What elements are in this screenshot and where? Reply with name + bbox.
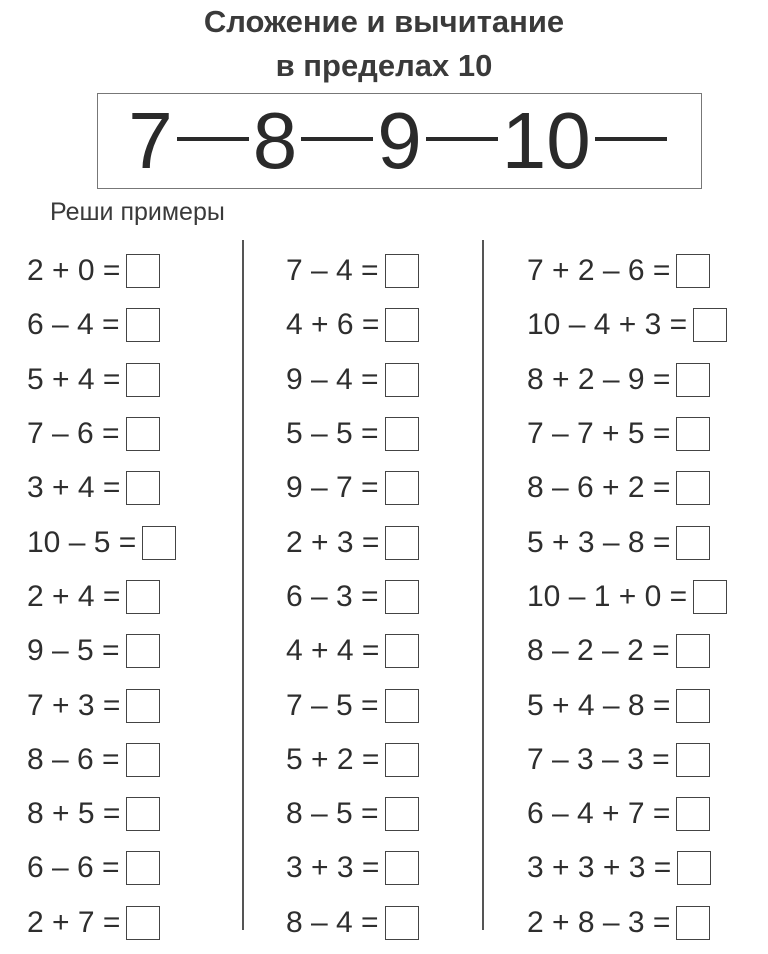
exercise-row <box>27 624 176 678</box>
exercise-expression: 7 – 4 = <box>286 254 379 288</box>
answer-box[interactable] <box>693 580 727 614</box>
exercise-row <box>27 407 176 461</box>
exercise-row <box>27 515 176 569</box>
exercise-expression: 9 – 5 = <box>27 634 120 668</box>
answer-box[interactable] <box>693 308 727 342</box>
exercise-row <box>527 298 727 352</box>
exercise-row <box>286 570 419 624</box>
answer-box[interactable] <box>676 363 710 397</box>
exercise-row <box>27 461 176 515</box>
exercise-expression: 6 – 6 = <box>27 851 120 885</box>
answer-box[interactable] <box>385 797 419 831</box>
exercise-expression: 6 – 3 = <box>286 579 379 613</box>
answer-box[interactable] <box>126 689 160 723</box>
sequence-number: 8 <box>252 96 298 185</box>
exercise-row <box>286 298 419 352</box>
exercise-expression: 4 + 6 = <box>286 308 380 342</box>
exercise-expression: 7 + 2 – 6 = <box>527 254 671 288</box>
answer-box[interactable] <box>126 580 160 614</box>
exercise-expression: 7 + 3 = <box>27 688 121 722</box>
title-line-2: в пределах 10 <box>275 48 493 83</box>
exercise-expression: 8 – 4 = <box>286 905 379 939</box>
answer-box[interactable] <box>126 417 160 451</box>
exercise-expression: 5 + 4 = <box>27 362 121 396</box>
exercise-expression: 5 + 2 = <box>286 742 380 776</box>
exercise-row <box>527 678 727 732</box>
exercise-expression: 8 – 6 = <box>27 742 120 776</box>
exercise-expression: 2 + 4 = <box>27 579 121 613</box>
exercise-expression: 5 + 4 – 8 = <box>527 688 671 722</box>
exercise-row <box>286 678 419 732</box>
exercise-expression: 2 + 7 = <box>27 905 121 939</box>
answer-box[interactable] <box>385 308 419 342</box>
answer-box[interactable] <box>126 797 160 831</box>
exercise-expression: 9 – 7 = <box>286 471 379 505</box>
answer-box[interactable] <box>385 689 419 723</box>
exercise-row <box>27 353 176 407</box>
exercise-expression: 10 – 5 = <box>27 525 137 559</box>
answer-box[interactable] <box>385 851 419 885</box>
exercise-row <box>527 353 727 407</box>
exercise-row <box>527 461 727 515</box>
answer-box[interactable] <box>385 363 419 397</box>
number-sequence <box>97 93 702 189</box>
answer-box[interactable] <box>676 689 710 723</box>
exercise-row <box>527 787 727 841</box>
exercise-row <box>527 896 727 950</box>
exercise-expression: 7 – 6 = <box>27 417 120 451</box>
answer-box[interactable] <box>385 471 419 505</box>
exercise-expression: 8 – 2 – 2 = <box>527 634 670 668</box>
exercise-expression: 5 – 5 = <box>286 417 379 451</box>
answer-box[interactable] <box>126 471 160 505</box>
exercise-expression: 3 + 3 = <box>286 851 380 885</box>
exercise-row <box>286 407 419 461</box>
exercise-expression: 8 – 5 = <box>286 797 379 831</box>
exercise-row <box>527 244 727 298</box>
answer-box[interactable] <box>676 797 710 831</box>
answer-box[interactable] <box>126 743 160 777</box>
exercise-expression: 7 – 7 + 5 = <box>527 417 671 451</box>
answer-box[interactable] <box>676 254 710 288</box>
answer-box[interactable] <box>676 906 710 940</box>
exercise-row <box>27 841 176 895</box>
exercise-expression: 10 – 1 + 0 = <box>527 579 688 613</box>
exercise-expression: 3 + 4 = <box>27 471 121 505</box>
exercise-row <box>27 678 176 732</box>
answer-box[interactable] <box>676 526 710 560</box>
answer-box[interactable] <box>676 743 710 777</box>
answer-box[interactable] <box>676 417 710 451</box>
exercise-expression: 7 – 5 = <box>286 688 379 722</box>
exercise-expression: 2 + 0 = <box>27 254 121 288</box>
exercise-expression: 6 – 4 = <box>27 308 120 342</box>
exercise-row <box>286 896 419 950</box>
answer-box[interactable] <box>385 634 419 668</box>
answer-box[interactable] <box>142 526 176 560</box>
answer-box[interactable] <box>676 471 710 505</box>
answer-box[interactable] <box>385 580 419 614</box>
exercise-row <box>527 570 727 624</box>
exercise-row <box>286 244 419 298</box>
dash <box>595 137 667 141</box>
dash <box>301 137 373 141</box>
exercise-expression: 10 – 4 + 3 = <box>527 308 688 342</box>
answer-box[interactable] <box>676 634 710 668</box>
answer-box[interactable] <box>126 906 160 940</box>
answer-box[interactable] <box>126 308 160 342</box>
answer-box[interactable] <box>677 851 711 885</box>
exercise-expression: 7 – 3 – 3 = <box>527 742 670 776</box>
exercise-row <box>286 461 419 515</box>
dash <box>426 137 498 141</box>
column-divider <box>242 240 244 930</box>
instruction: Реши примеры <box>50 198 225 226</box>
column-divider <box>482 240 484 930</box>
exercise-row <box>527 841 727 895</box>
sequence-number: 7 <box>128 96 173 185</box>
exercise-row <box>27 787 176 841</box>
exercise-expression: 8 + 5 = <box>27 797 121 831</box>
exercise-row <box>286 787 419 841</box>
answer-box[interactable] <box>126 634 160 668</box>
sequence-number: 9 <box>377 96 422 185</box>
answer-box[interactable] <box>126 254 160 288</box>
exercise-row <box>286 624 419 678</box>
exercise-expression: 2 + 3 = <box>286 525 380 559</box>
exercise-row <box>27 896 176 950</box>
exercise-column-3 <box>527 244 727 950</box>
exercise-expression: 6 – 4 + 7 = <box>527 797 671 831</box>
exercise-row <box>286 733 419 787</box>
exercise-row <box>27 244 176 298</box>
exercise-row <box>527 515 727 569</box>
exercise-expression: 3 + 3 + 3 = <box>527 851 672 885</box>
answer-box[interactable] <box>385 743 419 777</box>
exercise-expression: 8 + 2 – 9 = <box>527 362 671 396</box>
exercise-row <box>286 353 419 407</box>
exercise-row <box>286 841 419 895</box>
answer-box[interactable] <box>385 417 419 451</box>
answer-box[interactable] <box>126 363 160 397</box>
sequence-number: 10 <box>501 96 591 185</box>
answer-box[interactable] <box>385 526 419 560</box>
exercise-expression: 5 + 3 – 8 = <box>527 525 671 559</box>
exercise-row <box>27 733 176 787</box>
exercise-row <box>286 515 419 569</box>
exercise-row <box>527 733 727 787</box>
title-line-1: Сложение и вычитание <box>203 4 565 39</box>
dash <box>177 137 249 141</box>
exercise-row <box>527 407 727 461</box>
exercise-row <box>27 570 176 624</box>
answer-box[interactable] <box>385 254 419 288</box>
exercise-expression: 2 + 8 – 3 = <box>527 905 671 939</box>
exercise-row <box>527 624 727 678</box>
exercise-expression: 4 + 4 = <box>286 634 380 668</box>
exercise-expression: 9 – 4 = <box>286 362 379 396</box>
answer-box[interactable] <box>126 851 160 885</box>
exercise-row <box>27 298 176 352</box>
answer-box[interactable] <box>385 906 419 940</box>
exercise-expression: 8 – 6 + 2 = <box>527 471 671 505</box>
exercise-column-2 <box>286 244 419 950</box>
exercise-column-1 <box>27 244 176 950</box>
